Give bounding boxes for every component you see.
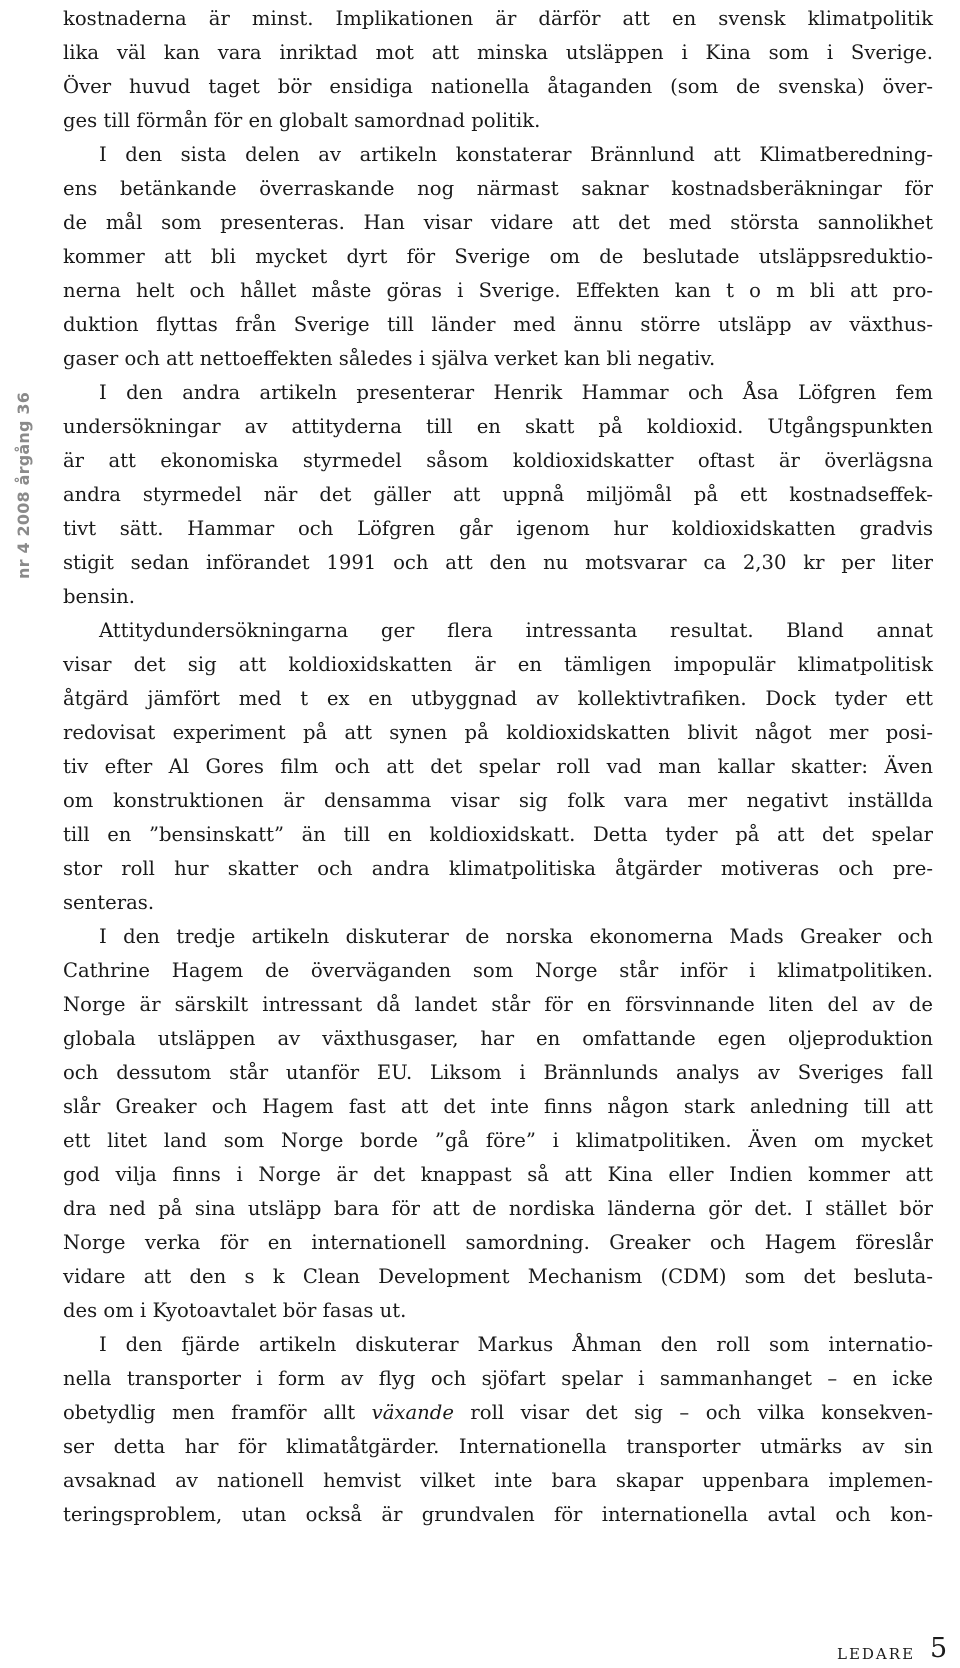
- text-line: ser detta har för klimatåtgärder. Internationella transporter utmärks av sin: [63, 1435, 933, 1458]
- text-line: vidare att den s k Clean Development Mechanism (CDM) som det besluta-: [63, 1265, 933, 1288]
- page-number: 5: [930, 1633, 948, 1664]
- text-line: Attitydundersökningarna ger flera intressanta resultat. Bland annat: [99, 619, 933, 642]
- issue-side-label: nr 4 2008 årgång 36: [14, 391, 33, 579]
- text-line: redovisat experiment på att synen på koldioxidskatten blivit något mer posi-: [63, 721, 933, 744]
- text-line: kommer att bli mycket dyrt för Sverige om de beslutade utsläppsreduktio-: [63, 245, 933, 268]
- text-line: och dessutom står utanför EU. Liksom i Brännlunds analys av Sveriges fall: [63, 1061, 933, 1084]
- text-line: nerna helt och hållet måste göras i Sverige. Effekten kan t o m bli att pro-: [63, 279, 933, 302]
- text-line: I den fjärde artikeln diskuterar Markus Åhman den roll som internatio-: [99, 1333, 933, 1356]
- text-line: globala utsläppen av växthusgaser, har en omfattande egen oljeproduktion: [63, 1027, 933, 1050]
- text-line: duktion flyttas från Sverige till länder med ännu större utsläpp av växthus-: [63, 313, 933, 336]
- text-line: senteras.: [63, 891, 155, 914]
- text-line: I den andra artikeln presenterar Henrik Hammar och Åsa Löfgren fem: [99, 381, 933, 404]
- text-line: stor roll hur skatter och andra klimatpolitiska åtgärder motiveras och pre-: [63, 857, 933, 880]
- text-line: Över huvud taget bör ensidiga nationella åtaganden (som de svenska) över-: [63, 75, 933, 98]
- text-line: god vilja finns i Norge är det knappast så att Kina eller Indien kommer att: [63, 1163, 933, 1186]
- text-line: Norge verka för en internationell samordning. Greaker och Hagem föreslår: [63, 1231, 933, 1254]
- text-line: de mål som presenteras. Han visar vidare att det med största sannolikhet: [63, 211, 933, 234]
- text-line: slår Greaker och Hagem fast att det inte finns någon stark anledning till att: [63, 1095, 933, 1118]
- text-line: ens betänkande överraskande nog närmast saknar kostnadsberäkningar för: [63, 177, 933, 200]
- text-line: lika väl kan vara inriktad mot att minska utsläppen i Kina som i Sverige.: [63, 41, 933, 64]
- text-line: avsaknad av nationell hemvist vilket inte bara skapar uppenbara implemen-: [63, 1469, 933, 1492]
- text-line: stigit sedan införandet 1991 och att den nu motsvarar ca 2,30 kr per liter: [63, 551, 933, 574]
- text-line: tiv efter Al Gores film och att det spelar roll vad man kallar skatter: Även: [63, 755, 933, 778]
- text-line: bensin.: [63, 585, 135, 608]
- text-line: visar det sig att koldioxidskatten är en tämligen impopulär klimatpolitisk: [63, 653, 933, 676]
- text-line: andra styrmedel när det gäller att uppnå miljömål på ett kostnadseffek-: [63, 483, 933, 506]
- text-line: Norge är särskilt intressant då landet står för en försvinnande liten del av de: [63, 993, 933, 1016]
- text-line: om konstruktionen är densamma visar sig folk vara mer negativt inställda: [63, 789, 933, 812]
- text-line: nella transporter i form av flyg och sjöfart spelar i sammanhanget – en icke: [63, 1367, 933, 1390]
- section-label: LEDARE: [837, 1645, 916, 1663]
- text-line: undersökningar av attityderna till en skatt på koldioxid. Utgångspunkten: [63, 415, 933, 438]
- text-line: gaser och att nettoeffekten således i själva verket kan bli negativ.: [63, 347, 716, 370]
- text-line: till en ”bensinskatt” än till en koldioxidskatt. Detta tyder på att det spelar: [63, 823, 933, 846]
- text-line: I den tredje artikeln diskuterar de norska ekonomerna Mads Greaker och: [99, 925, 933, 948]
- text-line: obetydlig men framför allt växande roll visar det sig – och vilka konsekven-: [63, 1401, 933, 1424]
- text-line: är att ekonomiska styrmedel såsom koldioxidskatter oftast är överlägsna: [63, 449, 933, 472]
- text-line: teringsproblem, utan också är grundvalen för internationella avtal och kon-: [63, 1503, 933, 1526]
- text-line: tivt sätt. Hammar och Löfgren går igenom hur koldioxidskatten gradvis: [63, 517, 933, 540]
- text-line: dra ned på sina utsläpp bara för att de nordiska länderna gör det. I stället bör: [63, 1197, 933, 1220]
- text-line: åtgärd jämfört med t ex en utbyggnad av kollektivtrafiken. Dock tyder ett: [63, 687, 933, 710]
- emphasis: växande: [371, 1401, 454, 1424]
- text-line: des om i Kyotoavtalet bör fasas ut.: [63, 1299, 407, 1322]
- text-line: Cathrine Hagem de överväganden som Norge står inför i klimatpolitiken.: [63, 959, 933, 982]
- text-line: ett litet land som Norge borde ”gå före” i klimatpolitiken. Även om mycket: [63, 1129, 933, 1152]
- text-line: ges till förmån för en globalt samordnad politik.: [63, 109, 541, 132]
- text-line: kostnaderna är minst. Implikationen är därför att en svensk klimatpolitik: [63, 7, 933, 30]
- text-line: I den sista delen av artikeln konstaterar Brännlund att Klimatberedning-: [99, 143, 933, 166]
